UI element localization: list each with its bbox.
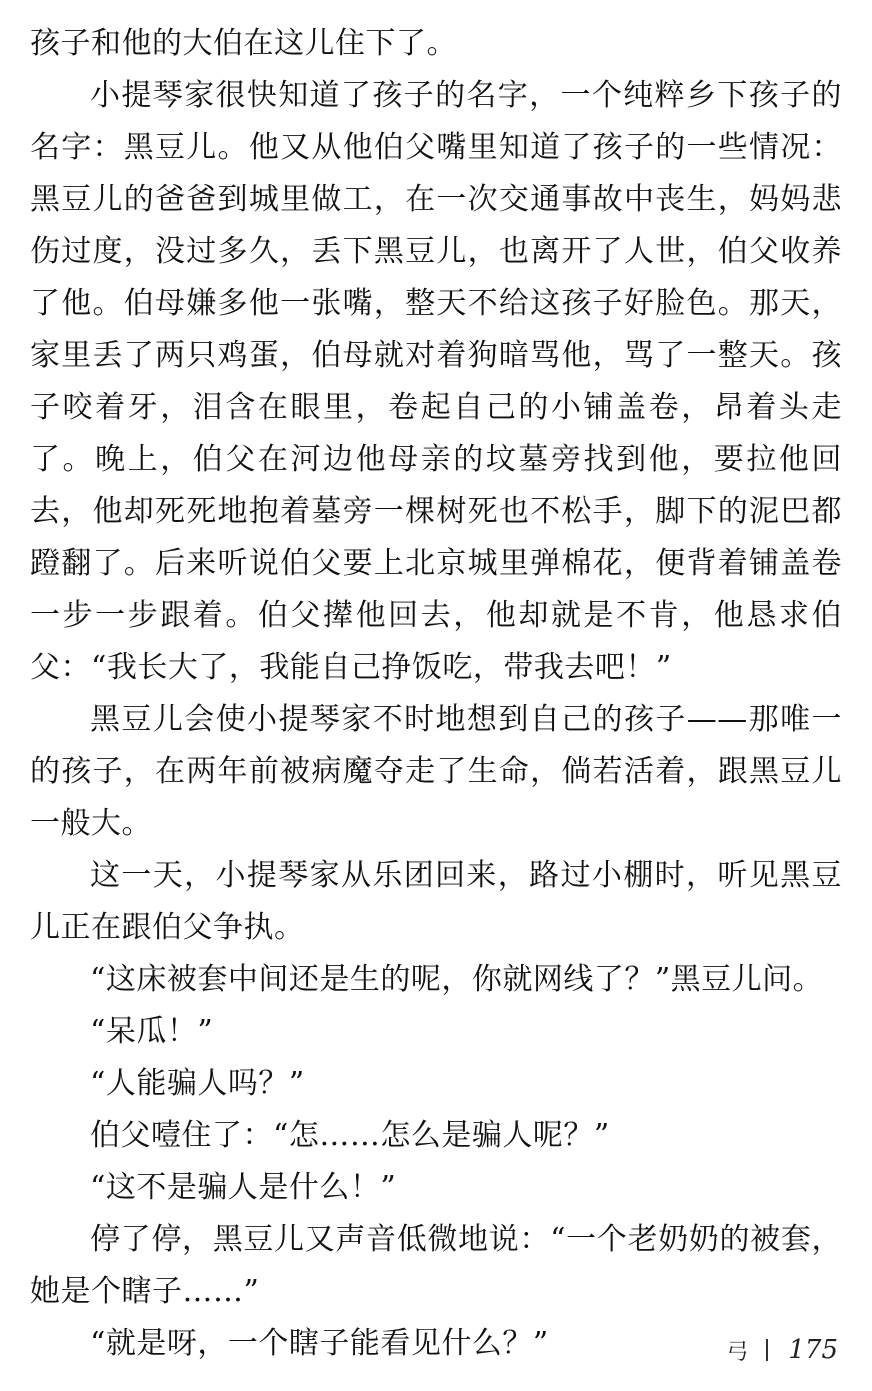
- footer-divider: [766, 1339, 768, 1361]
- paragraph: “就是呀，一个瞎子能看见什么？”: [90, 1326, 549, 1361]
- paragraph: “这不是骗人是什么！”: [90, 1170, 397, 1205]
- paragraph: 孩子和他的大伯在这儿住下了。: [30, 26, 457, 61]
- paragraph: “呆瓜！”: [90, 1014, 214, 1049]
- page-body: [30, 18, 842, 1370]
- paragraph: 黑豆儿会使小提琴家不时地想到自己的孩子——那唯一的孩子，在两年前被病魔夺走了生命，倘若活着，跟黑豆儿一般大。: [30, 702, 842, 841]
- paragraph: “这床被套中间还是生的呢，你就网线了？”黑豆儿问。: [90, 962, 824, 997]
- paragraph: 伯父噎住了：“怎……怎么是骗人呢？”: [90, 1118, 610, 1153]
- paragraph: 小提琴家很快知道了孩子的名字，一个纯粹乡下孩子的名字：黑豆儿。他又从他伯父嘴里知道了孩子的一些情况：黑豆儿的爸爸到城里做工，在一次交通事故中丧生，妈妈悲伤过度，没过多久，丢下黑豆儿，也离开了人世，伯父收养了他。伯母嫌多他一张嘴，整天不给这孩子好脸色。那天，家里丢了两只鸡蛋，伯母就对着狗暗骂他，骂了一整天。孩子咬着牙，泪含在眼里，卷起自己的小铺盖卷，昂着头走了。晚上，伯父在河边他母亲的坟墓旁找到他，要拉他回去，他却死死地抱着墓旁一棵树死也不松手，脚下的泥巴都蹬翻了。后来听说伯父要上北京城里弹棉花，便背着铺盖卷一步一步跟着。伯父撵他回去，他却就是不肯，他恳求伯父：“我长大了，我能自己挣饭吃，带我去吧！”: [30, 78, 842, 685]
- page-footer: [726, 1332, 838, 1368]
- paragraph: “人能骗人吗？”: [90, 1066, 305, 1101]
- page-number: 175: [788, 1335, 838, 1365]
- running-head: 弓: [726, 1339, 749, 1365]
- paragraph: 停了停，黑豆儿又声音低微地说：“一个老奶奶的被套，她是个瞎子……”: [30, 1222, 842, 1309]
- paragraph: 这一天，小提琴家从乐团回来，路过小棚时，听见黑豆儿正在跟伯父争执。: [30, 858, 842, 945]
